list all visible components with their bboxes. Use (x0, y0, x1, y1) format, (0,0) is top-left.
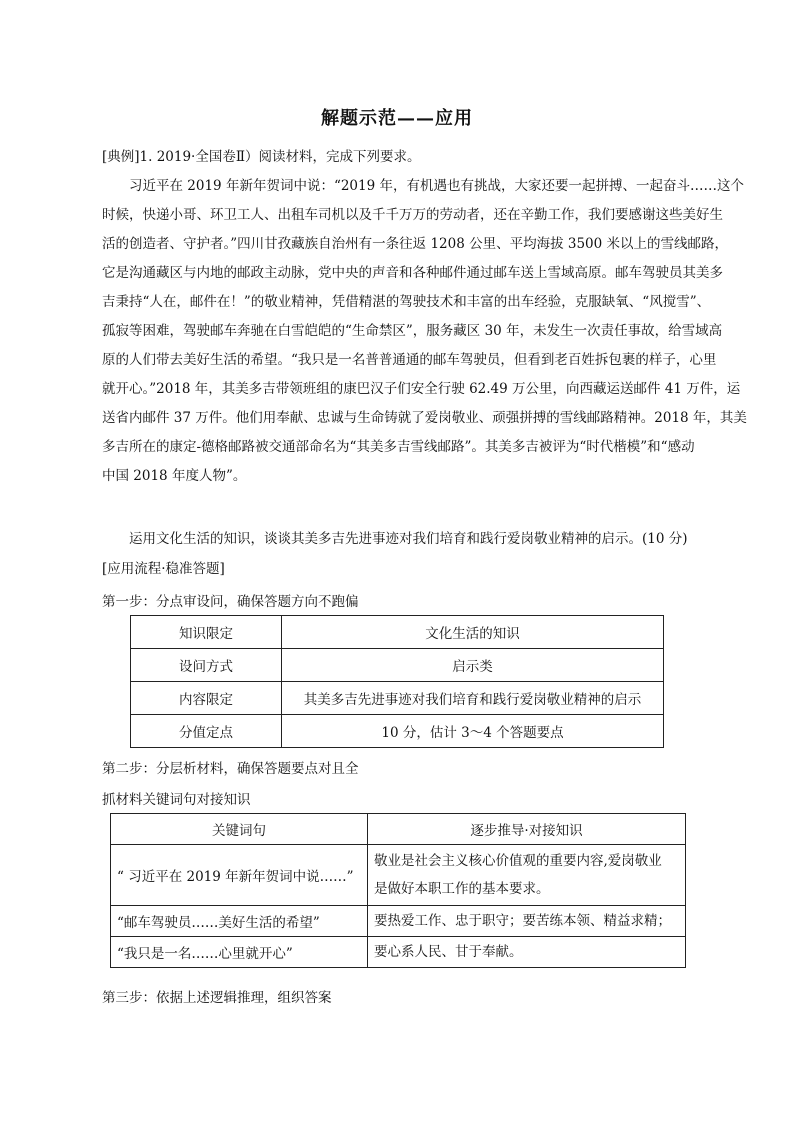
material-paragraph (102, 172, 747, 491)
table-cell: 要热爱工作、忠于职守；要苦练本领、精益求精； (368, 906, 686, 937)
table-cell: 内容限定 (131, 682, 282, 715)
material-line: 送省内邮件 37 万件。他们用奉献、忠诚与生命铸就了爱岗敬业、顽强拼搏的雪线邮路精神。2018 年，其美 (102, 410, 747, 426)
question-text: 运用文化生活的知识，谈谈其美多吉先进事迹对我们培育和践行爱岗敬业精神的启示。(10 分) (129, 531, 688, 547)
example-header: [典例]1. 2019·全国卷Ⅱ）阅读材料，完成下列要求。 (102, 149, 421, 165)
material-line: 时候，快递小哥、环卫工人、出租车司机以及千千万万的劳动者，还在辛勤工作，我们要感谢这些美好生 (102, 207, 723, 223)
table-cell: “ 习近平在 2019 年新年贺词中说……” (111, 845, 368, 906)
material-line: 它是沟通藏区与内地的邮政主动脉，党中央的声音和各种邮件通过邮车送上雪域高原。邮车驾驶员其美多 (102, 265, 723, 281)
step-two-heading: 第二步：分层析材料，确保答题要点对且全 (102, 761, 359, 777)
material-line: 原的人们带去美好生活的希望。“我只是一名普普通通的邮车驾驶员，但看到老百姓拆包裹的样子，心里 (102, 352, 717, 368)
table-row (111, 845, 686, 906)
page-title: 解题示范——应用 (321, 108, 473, 129)
table-cell: 其美多吉先进事迹对我们培育和践行爱岗敬业精神的启示 (282, 682, 664, 715)
table-cell: 文化生活的知识 (282, 616, 664, 649)
material-line: 吉秉持“人在，邮件在！”的敬业精神，凭借精湛的驾驶技术和丰富的出车经验，克服缺氧、“风搅雪”、 (102, 294, 711, 310)
table-cell: 启示类 (282, 649, 664, 682)
step-three-heading: 第三步：依据上述逻辑推理，组织答案 (102, 990, 332, 1006)
step-one-heading: 第一步：分点审设问，确保答题方向不跑偏 (102, 594, 359, 610)
table-header-row (111, 814, 686, 845)
table-row (131, 682, 664, 715)
table-row (131, 715, 664, 748)
material-line: 中国 2018 年度人物”。 (102, 468, 247, 484)
table-row (131, 649, 664, 682)
material-line: 就开心。”2018 年，其美多吉带领班组的康巴汉子们安全行驶 62.49 万公里，向西藏运送邮件 41 万件，运 (102, 381, 741, 397)
cell-line: 是做好本职工作的基本要求。 (374, 881, 550, 897)
material-line: 孤寂等困难，驾驶邮车奔驰在白雪皑皑的“生命禁区”，服务藏区 30 年，未发生一次责任事故，给雪域高 (102, 323, 723, 339)
table-cell: 10 分，估计 3～4 个答题要点 (282, 715, 664, 748)
table-cell: 分值定点 (131, 715, 282, 748)
table-cell: “我只是一名……心里就开心” (111, 937, 368, 968)
table-row (111, 906, 686, 937)
step-two-subheading: 抓材料关键词句对接知识 (102, 792, 251, 808)
table-row (111, 937, 686, 968)
analysis-table (130, 615, 664, 748)
column-header: 逐步推导·对接知识 (368, 814, 686, 845)
table-row (131, 616, 664, 649)
column-header: 关键词句 (111, 814, 368, 845)
cell-line: 敬业是社会主义核心价值观的重要内容,爱岗敬业 (374, 853, 662, 869)
table-cell: 设问方式 (131, 649, 282, 682)
keyword-table (110, 813, 686, 968)
material-line: 活的创造者、守护者。”四川甘孜藏族自治州有一条往返 1208 公里、平均海拔 3500 米以上的雪线邮路， (102, 236, 729, 252)
process-header: [应用流程·稳准答题] (102, 561, 225, 577)
table-cell: 要心系人民、甘于奉献。 (368, 937, 686, 968)
table-cell: 知识限定 (131, 616, 282, 649)
table-cell (368, 845, 686, 906)
material-line: 多吉所在的康定-德格邮路被交通部命名为“其美多吉雪线邮路”。其美多吉被评为“时代楷模”和“感动 (102, 439, 695, 455)
material-line: 习近平在 2019 年新年贺词中说：“2019 年，有机遇也有挑战，大家还要一起拼搏、一起奋斗……这个 (129, 178, 744, 194)
table-cell: “邮车驾驶员……美好生活的希望” (111, 906, 368, 937)
